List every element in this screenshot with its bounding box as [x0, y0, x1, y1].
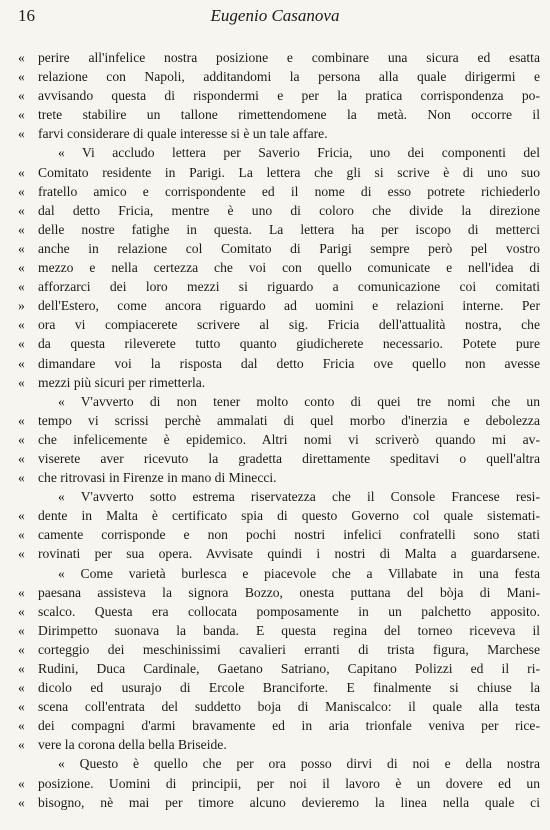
line-text: dell'Estero, come ancora riguardo ad uomini e relazioni interne. Per — [38, 298, 540, 314]
text-line — [18, 583, 540, 602]
text-line — [18, 182, 540, 201]
line-text: fratello amico e corrispondente ed il nome di esso potrete richiederlo — [38, 183, 540, 199]
text-line — [18, 754, 540, 773]
quote-mark: « — [18, 202, 25, 218]
quote-mark: « — [18, 88, 25, 104]
text-line — [18, 315, 540, 334]
text-line — [18, 468, 540, 487]
text-line — [18, 735, 540, 754]
quote-mark: « — [18, 50, 25, 65]
line-text: anche in relazione col Comitato di Parigi sempre però pel vostro — [38, 240, 540, 256]
text-line — [18, 678, 540, 697]
quote-mark: « — [18, 546, 25, 562]
text-line — [18, 334, 540, 353]
line-text: mezzi più sicuri per rimetterla. — [38, 374, 206, 390]
quote-mark: « — [18, 164, 25, 180]
text-line — [18, 621, 540, 640]
line-text: posizione. Uomini di principii, per noi il lavoro è un dovere ed un — [38, 775, 540, 791]
text-line — [18, 564, 540, 583]
line-text: trete stabilire un tallone rimettendomene la metà. Non occorre il — [38, 107, 540, 123]
line-text: avvisando questa di rispondermi e per la pratica corrispondenza po- — [38, 88, 540, 104]
line-text: dicolo ed usurajo di Ercole Branciforte. E finalmente si chiuse la — [38, 680, 540, 696]
quote-mark: « — [18, 470, 25, 486]
quote-mark: « — [18, 718, 25, 734]
line-text: « Questo è quello che per ora posso dirvi di noi e della nostra — [58, 756, 540, 772]
quote-mark: « — [18, 260, 25, 276]
line-text: bisogno, nè mai per timore alcuno devieremo la linea nella quale ci — [38, 794, 540, 810]
quote-mark: « — [18, 317, 25, 333]
quote-mark: « — [18, 431, 25, 447]
line-text: dal detto Fricia, mentre è uno di coloro che divide la direzione — [38, 202, 540, 218]
text-line — [18, 602, 540, 621]
page-header — [0, 0, 550, 30]
body-text — [18, 48, 540, 812]
text-line — [18, 67, 540, 86]
text-line — [18, 86, 540, 105]
quote-mark: « — [18, 699, 25, 715]
text-line — [18, 430, 540, 449]
text-line — [18, 487, 540, 506]
line-text: che ritrovasi in Firenze in mano di Minecci. — [38, 470, 277, 486]
line-text: scena coll'entrata del suddetto boja di Maniscalco: il quale alla testa — [38, 699, 540, 715]
line-text: viserete aver ricevuto la gradetta direttamente speditavi o quell'altra — [38, 450, 540, 466]
quote-mark: « — [18, 221, 25, 237]
quote-mark: « — [18, 450, 25, 466]
page-number: 16 — [18, 6, 35, 25]
line-text: paesana assisteva la signora Bozzo, onesta puttana del bòja di Mani- — [38, 584, 540, 600]
line-text: delle nostre fatighe in questa. La lettera ha per iscopo di metterci — [38, 221, 540, 237]
text-line — [18, 697, 540, 716]
text-line — [18, 793, 540, 812]
quote-mark: « — [18, 279, 25, 295]
text-line — [18, 525, 540, 544]
line-text: « V'avverto di non tener molto conto di quei tre nomi che un — [58, 393, 540, 409]
line-text: afforzarci dei loro mezzi si riguardo a comunicazione coi comitati — [38, 279, 540, 295]
line-text: dente in Malta è certificato spia di questo Governo col quale sistemati- — [38, 508, 540, 524]
line-text: « V'avverto sotto estrema riservatezza che il Console Francese resi- — [58, 489, 540, 505]
quote-mark: « — [18, 183, 25, 199]
quote-mark: « — [18, 412, 25, 428]
quote-mark: « — [18, 336, 25, 352]
quote-mark: « — [18, 126, 25, 142]
running-head: Eugenio Casanova — [210, 6, 340, 25]
quote-mark: « — [18, 737, 25, 753]
text-line — [18, 506, 540, 525]
text-line — [18, 143, 540, 162]
text-line — [18, 258, 540, 277]
line-text: dei compagni d'armi bravamente ed in aria trionfale veniva per rice- — [38, 718, 540, 734]
text-line — [18, 411, 540, 430]
text-line — [18, 163, 540, 182]
text-line — [18, 544, 540, 563]
quote-mark: « — [18, 527, 25, 543]
quote-mark: « — [18, 69, 25, 85]
text-line — [18, 124, 540, 143]
line-text: scalco. Questa era collocata pomposamente in un palchetto apposito. — [38, 603, 540, 619]
text-line — [18, 716, 540, 735]
line-text: da questa rileverete tutto quanto giudicherete necessario. Potete pure — [38, 336, 540, 352]
text-line — [18, 354, 540, 373]
text-line — [18, 48, 540, 67]
text-line — [18, 640, 540, 659]
line-text: mezzo e nella certezza che voi con quello comunicate e nell'idea di — [38, 260, 540, 276]
text-line — [18, 105, 540, 124]
quote-mark: » — [18, 298, 25, 314]
quote-mark: « — [18, 355, 25, 371]
quote-mark: « — [18, 661, 25, 676]
line-text: Dirimpetto suonava la banda. E questa regina del torneo riceveva il — [38, 622, 540, 638]
text-line — [18, 220, 540, 239]
text-line — [18, 201, 540, 220]
line-text: « Vi accludo lettera per Saverio Fricia, uno dei componenti del — [58, 145, 540, 161]
line-text: che infelicemente è epidemico. Altri nomi vi scriverò quando mi av- — [38, 431, 540, 447]
quote-mark: « — [18, 622, 25, 638]
text-line — [18, 774, 540, 793]
text-line — [18, 392, 540, 411]
line-text: ora vi compiacerete scrivere al sig. Fricia dell'attualità nostra, che — [38, 317, 540, 333]
quote-mark: « — [18, 240, 25, 256]
line-text: vere la corona della bella Briseide. — [38, 737, 227, 753]
line-text: camente corrisponde e non pochi nostri infelici confratelli sono stati — [38, 527, 540, 543]
quote-mark: « — [18, 775, 25, 791]
quote-mark: « — [18, 794, 25, 810]
text-line — [18, 373, 540, 392]
line-text: rovinati per sua opera. Avvisate quindi i nostri di Malta a guardarsene. — [38, 546, 540, 562]
line-text: « Come varietà burlesca e piacevole che a Villabate in una festa — [58, 565, 540, 581]
line-text: corteggio dei meschinissimi cavalieri erranti di trista figura, Marchese — [38, 641, 540, 657]
quote-mark: « — [18, 641, 25, 657]
quote-mark: « — [18, 508, 25, 524]
quote-mark: « — [18, 680, 25, 696]
text-line — [18, 449, 540, 468]
quote-mark: « — [18, 107, 25, 123]
line-text: perire all'infelice nostra posizione e combinare una sicura ed esatta — [38, 50, 540, 65]
line-text: farvi considerare di quale interesse si è un tale affare. — [38, 126, 328, 142]
text-line — [18, 296, 540, 315]
line-text: tempo vi scrissi perchè ammalati di quel morbo d'inerzia e debolezza — [38, 412, 540, 428]
line-text: relazione con Napoli, additandomi la persona alla quale dirigermi e — [38, 69, 540, 85]
text-line — [18, 239, 540, 258]
quote-mark: « — [18, 603, 25, 619]
line-text: Rudini, Duca Cardinale, Gaetano Satriano, Capitano Polizzi ed il ri- — [38, 661, 540, 676]
line-text: dimandare voi la risposta dal detto Fricia ove quello non avesse — [38, 355, 540, 371]
text-line — [18, 277, 540, 296]
quote-mark: « — [18, 374, 25, 390]
line-text: Comitato residente in Parigi. La lettera che gli si scrive è di uno suo — [38, 164, 540, 180]
text-line — [18, 659, 540, 678]
quote-mark: « — [18, 584, 25, 600]
